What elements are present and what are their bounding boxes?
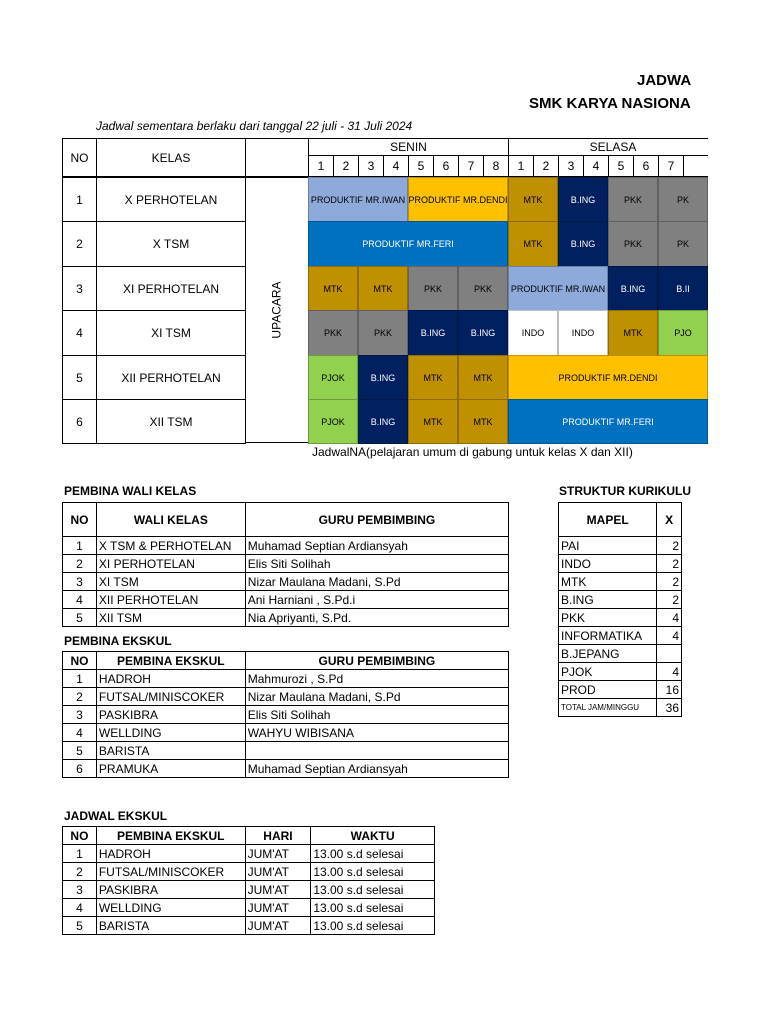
schedule-slot: MTK xyxy=(458,355,508,400)
schedule-slot: PJOK xyxy=(308,355,358,400)
kurikulum-table xyxy=(558,502,682,717)
schedule-slot: PKK xyxy=(608,221,658,267)
ekskul-cell: Elis Siti Solihah xyxy=(245,706,508,724)
schedule-slot: INDO xyxy=(558,310,608,356)
jadwal_ekskul-cell: 2 xyxy=(63,863,97,881)
ekskul-cell: Nizar Maulana Madani, S.Pd xyxy=(245,688,508,706)
schedule-slot: B.ING xyxy=(558,177,608,222)
jadwal_ekskul-cell: 13.00 s.d selesai xyxy=(311,845,435,863)
kurikulum-cell: 16 xyxy=(657,681,682,699)
kurikulum-cell: 36 xyxy=(657,699,682,717)
page-title: JADWA xyxy=(637,72,692,89)
schedule-footnote: JadwalNA(pelajaran umum di gabung untuk kelas X dan XII) xyxy=(312,445,633,459)
wali-kelas-table xyxy=(62,502,509,627)
schedule-slot: PKK xyxy=(458,266,508,311)
schedule-slot: PRODUKTIF MR.DENDI xyxy=(508,355,708,400)
ekskul-cell: 4 xyxy=(63,724,97,742)
kurikulum-cell: MTK xyxy=(559,573,657,591)
row-no: 5 xyxy=(62,355,97,400)
kurikulum-cell xyxy=(657,645,682,663)
wali-cell: Nizar Maulana Madani, S.Pd xyxy=(245,573,508,591)
jadwal_ekskul-cell: 13.00 s.d selesai xyxy=(311,899,435,917)
period-selasa-5: 5 xyxy=(608,155,634,177)
wali-cell: 1 xyxy=(63,537,97,555)
ekskul-header-guru: GURU PEMBIMBING xyxy=(245,652,508,670)
row-kelas: X PERHOTELAN xyxy=(96,177,246,222)
jadwal_ekskul-cell: HADROH xyxy=(96,845,245,863)
kurikulum-cell: 2 xyxy=(657,555,682,573)
header-day-selasa: SELASA xyxy=(508,138,708,156)
wali-cell: Ani Harniani , S.Pd.i xyxy=(245,591,508,609)
period-selasa-1: 1 xyxy=(508,155,534,177)
schedule-slot: B.ING xyxy=(358,399,408,444)
period-senin-5: 5 xyxy=(408,155,434,177)
section-wali-kelas: PEMBINA WALI KELAS xyxy=(64,484,197,498)
kurikulum-cell: 2 xyxy=(657,591,682,609)
period-senin-4: 4 xyxy=(383,155,409,177)
schedule-slot: MTK xyxy=(358,266,408,311)
period-senin-2: 2 xyxy=(333,155,359,177)
row-no: 6 xyxy=(62,399,97,444)
ekskul-header-pembina: PEMBINA EKSKUL xyxy=(96,652,245,670)
kurikulum-cell: 4 xyxy=(657,663,682,681)
kurikulum-header-mapel: MAPEL xyxy=(559,503,657,537)
section-pembina-ekskul: PEMBINA EKSKUL xyxy=(64,634,172,648)
kurikulum-cell: PJOK xyxy=(559,663,657,681)
wali-cell: XII TSM xyxy=(96,609,245,627)
section-jadwal-ekskul: JADWAL EKSKUL xyxy=(64,809,168,823)
jadwal_ekskul-cell: JUM'AT xyxy=(245,881,311,899)
schedule-slot: PRODUKTIF MR.IWAN xyxy=(308,177,408,222)
schedule-slot: PKK xyxy=(408,266,458,311)
ekskul-cell: 3 xyxy=(63,706,97,724)
ekskul-cell: Mahmurozi , S.Pd xyxy=(245,670,508,688)
row-no: 3 xyxy=(62,266,97,311)
ekskul-cell: Muhamad Septian Ardiansyah xyxy=(245,760,508,778)
jadwal_ekskul-cell: 3 xyxy=(63,881,97,899)
schedule-slot: MTK xyxy=(408,399,458,444)
jadwal_ekskul-cell: 13.00 s.d selesai xyxy=(311,917,435,935)
kurikulum-cell: 2 xyxy=(657,573,682,591)
row-kelas: XI PERHOTELAN xyxy=(96,266,246,311)
period-selasa-2: 2 xyxy=(533,155,559,177)
jadwal-header-pembina: PEMBINA EKSKUL xyxy=(96,827,245,845)
row-no: 1 xyxy=(62,177,97,222)
jadwal_ekskul-cell: 4 xyxy=(63,899,97,917)
schedule-slot: PRODUKTIF MR.FERI xyxy=(508,399,708,444)
row-kelas: XI TSM xyxy=(96,310,246,356)
kurikulum-cell: INDO xyxy=(559,555,657,573)
wali-cell: X TSM & PERHOTELAN xyxy=(96,537,245,555)
ekskul-cell xyxy=(245,742,508,760)
school-name: SMK KARYA NASIONA xyxy=(529,95,691,112)
ekskul-cell: FUTSAL/MINISCOKER xyxy=(96,688,245,706)
schedule-slot: PKK xyxy=(358,310,408,356)
period-senin-3: 3 xyxy=(358,155,384,177)
period-senin-6: 6 xyxy=(433,155,459,177)
jadwal_ekskul-cell: 13.00 s.d selesai xyxy=(311,863,435,881)
wali-cell: 2 xyxy=(63,555,97,573)
schedule-validity-note: Jadwal sementara berlaku dari tanggal 22 juli - 31 Juli 2024 xyxy=(96,119,413,133)
upacara-block: UPACARA xyxy=(245,177,309,443)
row-no: 4 xyxy=(62,310,97,356)
jadwal-ekskul-table xyxy=(62,826,435,935)
jadwal_ekskul-cell: WELLDING xyxy=(96,899,245,917)
wali-cell: XII PERHOTELAN xyxy=(96,591,245,609)
row-kelas: XII PERHOTELAN xyxy=(96,355,246,400)
jadwal-header-no: NO xyxy=(63,827,97,845)
schedule-slot: MTK xyxy=(308,266,358,311)
wali-cell: XI TSM xyxy=(96,573,245,591)
jadwal_ekskul-cell: JUM'AT xyxy=(245,917,311,935)
schedule-slot: PK xyxy=(658,221,708,267)
jadwal_ekskul-cell: JUM'AT xyxy=(245,899,311,917)
kurikulum-header-x: X xyxy=(657,503,682,537)
schedule-slot: B.ING xyxy=(408,310,458,356)
jadwal_ekskul-cell: FUTSAL/MINISCOKER xyxy=(96,863,245,881)
schedule-slot: INDO xyxy=(508,310,558,356)
section-struktur-kurikulum: STRUKTUR KURIKULU xyxy=(559,484,691,498)
schedule-slot: MTK xyxy=(608,310,658,356)
kurikulum-cell: 4 xyxy=(657,609,682,627)
kurikulum-cell: PKK xyxy=(559,609,657,627)
schedule-slot: B.ING xyxy=(458,310,508,356)
pembina-ekskul-table xyxy=(62,651,509,778)
wali-header-kelas: WALI KELAS xyxy=(96,503,245,537)
kurikulum-cell: B.JEPANG xyxy=(559,645,657,663)
jadwal-header-waktu: WAKTU xyxy=(311,827,435,845)
ekskul-cell: PRAMUKA xyxy=(96,760,245,778)
period-selasa-8 xyxy=(683,155,708,177)
wali-header-guru: GURU PEMBIMBING xyxy=(245,503,508,537)
schedule-slot: B.ING xyxy=(558,221,608,267)
schedule-slot: PKK xyxy=(608,177,658,222)
wali-cell: 3 xyxy=(63,573,97,591)
header-blank xyxy=(245,138,309,177)
period-senin-8: 8 xyxy=(483,155,509,177)
wali-cell: XI PERHOTELAN xyxy=(96,555,245,573)
row-kelas: XII TSM xyxy=(96,399,246,444)
kurikulum-cell: B.ING xyxy=(559,591,657,609)
ekskul-cell: WAHYU WIBISANA xyxy=(245,724,508,742)
period-selasa-6: 6 xyxy=(633,155,659,177)
wali-cell: Muhamad Septian Ardiansyah xyxy=(245,537,508,555)
jadwal_ekskul-cell: 1 xyxy=(63,845,97,863)
wali-header-no: NO xyxy=(63,503,97,537)
ekskul-cell: 2 xyxy=(63,688,97,706)
schedule-slot: MTK xyxy=(408,355,458,400)
ekskul-cell: WELLDING xyxy=(96,724,245,742)
period-selasa-4: 4 xyxy=(583,155,609,177)
header-no: NO xyxy=(62,138,97,177)
header-kelas: KELAS xyxy=(96,138,246,177)
row-kelas: X TSM xyxy=(96,221,246,267)
wali-cell: Elis Siti Solihah xyxy=(245,555,508,573)
schedule-slot: PJO xyxy=(658,310,708,356)
jadwal_ekskul-cell: BARISTA xyxy=(96,917,245,935)
schedule-slot: B.II xyxy=(658,266,708,311)
kurikulum-cell: PAI xyxy=(559,537,657,555)
schedule-slot: B.ING xyxy=(358,355,408,400)
ekskul-cell: 5 xyxy=(63,742,97,760)
period-selasa-3: 3 xyxy=(558,155,584,177)
period-senin-1: 1 xyxy=(308,155,334,177)
schedule-slot: MTK xyxy=(508,177,558,222)
schedule-slot: MTK xyxy=(508,221,558,267)
kurikulum-cell: 2 xyxy=(657,537,682,555)
schedule-slot: PJOK xyxy=(308,399,358,444)
ekskul-cell: HADROH xyxy=(96,670,245,688)
jadwal_ekskul-cell: 5 xyxy=(63,917,97,935)
schedule-slot: B.ING xyxy=(608,266,658,311)
wali-cell: Nia Apriyanti, S.Pd. xyxy=(245,609,508,627)
period-senin-7: 7 xyxy=(458,155,484,177)
kurikulum-cell: TOTAL JAM/MINGGU xyxy=(559,699,657,717)
jadwal_ekskul-cell: JUM'AT xyxy=(245,863,311,881)
kurikulum-cell: PROD xyxy=(559,681,657,699)
schedule-slot: MTK xyxy=(458,399,508,444)
row-no: 2 xyxy=(62,221,97,267)
schedule-slot: PRODUKTIF MR.IWAN xyxy=(508,266,608,311)
wali-cell: 5 xyxy=(63,609,97,627)
ekskul-cell: PASKIBRA xyxy=(96,706,245,724)
header-day-senin: SENIN xyxy=(308,138,509,156)
ekskul-cell: 6 xyxy=(63,760,97,778)
schedule-slot: PRODUKTIF MR.DENDI xyxy=(408,177,508,222)
schedule-slot: PKK xyxy=(308,310,358,356)
jadwal_ekskul-cell: 13.00 s.d selesai xyxy=(311,881,435,899)
ekskul-cell: BARISTA xyxy=(96,742,245,760)
kurikulum-cell: 4 xyxy=(657,627,682,645)
ekskul-header-no: NO xyxy=(63,652,97,670)
kurikulum-cell: INFORMATIKA xyxy=(559,627,657,645)
jadwal_ekskul-cell: JUM'AT xyxy=(245,845,311,863)
jadwal-header-hari: HARI xyxy=(245,827,311,845)
jadwal_ekskul-cell: PASKIBRA xyxy=(96,881,245,899)
schedule-slot: PK xyxy=(658,177,708,222)
period-selasa-7: 7 xyxy=(658,155,684,177)
ekskul-cell: 1 xyxy=(63,670,97,688)
schedule-slot: PRODUKTIF MR.FERI xyxy=(308,221,508,267)
wali-cell: 4 xyxy=(63,591,97,609)
